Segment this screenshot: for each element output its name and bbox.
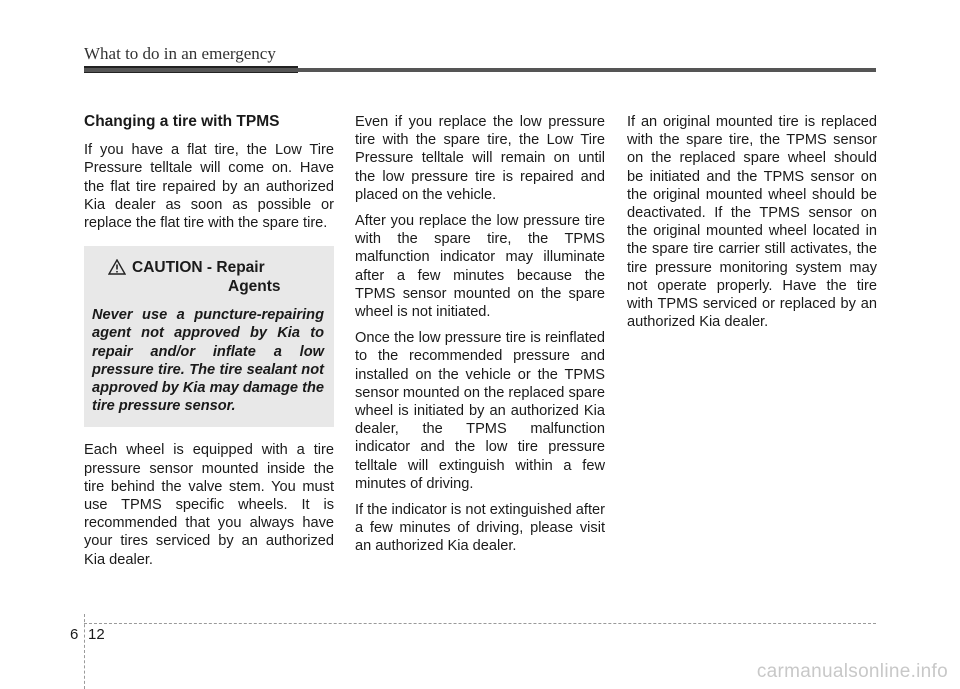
footer-divider bbox=[84, 614, 85, 689]
caution-body: Never use a puncture-repairing agent not approved by Kia to repair and/or inflate a low pressure tire. The tire sealant not approved by Kia may damage the tire pressure sensor. bbox=[92, 307, 324, 415]
paragraph-reinflated: Once the low pressure tire is reinflated to the recommended pressure and installed on the vehicle or the TPMS sensor mounted on the replaced spare wheel is initiated by an authorized Kia dealer, the TPMS malfunction indicator and the low tire pressure telltale will extinguish within a few minutes of driving. bbox=[355, 330, 605, 492]
section-title: Changing a tire with TPMS bbox=[84, 113, 280, 130]
column-3 bbox=[627, 113, 877, 339]
column-1 bbox=[84, 113, 334, 577]
paragraph-malfunction-indicator: After you replace the low pressure tire with the spare tire, the TPMS malfunction indicator may illuminate after a few minutes because the TPMS sensor mounted on the spare wheel is not initiated. bbox=[355, 213, 605, 321]
wheels-paragraph: Each wheel is equipped with a tire pressure sensor mounted inside the tire behind the valve stem. You must use TPMS specific wheels. It is recommended that you always have your tires serviced by an authorized Kia dealer. bbox=[84, 442, 334, 568]
caution-label-sub: Agents bbox=[228, 278, 281, 296]
paragraph-spare-telltale: Even if you replace the low pressure tire with the spare tire, the Low Tire Pressure telltale will remain on until the low pressure tire is repaired and placed on the vehicle. bbox=[355, 114, 605, 203]
warning-triangle-icon bbox=[108, 259, 126, 275]
header-title: What to do in an emergency bbox=[84, 44, 276, 63]
caution-heading bbox=[92, 258, 324, 296]
watermark: carmanualsonline.info bbox=[756, 661, 948, 682]
header-rule bbox=[84, 68, 876, 72]
paragraph-original-tire: If an original mounted tire is replaced with the spare tire, the TPMS sensor on the replaced spare wheel should be initiated and the TPMS sensor on the original mounted wheel should be deactivated. If the TPMS sensor on the original mounted wheel located in the spare tire carrier still activates, the tire pressure monitoring system may not operate properly. Have the tire with TPMS serviced or replaced by an authorized Kia dealer. bbox=[627, 114, 877, 331]
caution-box bbox=[84, 246, 334, 427]
intro-paragraph: If you have a flat tire, the Low Tire Pressure telltale will come on. Have the flat tire repaired by an authorized Kia dealer as soon as possible or replace the flat tire with the spare tire. bbox=[84, 142, 334, 232]
page-chapter: 6 bbox=[70, 626, 79, 643]
page-number: 12 bbox=[88, 626, 105, 643]
footer-rule bbox=[84, 623, 876, 624]
paragraph-not-extinguished: If the indicator is not extinguished after a few minutes of driving, please visit an authorized Kia dealer. bbox=[355, 502, 605, 555]
caution-label: CAUTION - Repair bbox=[132, 259, 265, 277]
column-2 bbox=[355, 113, 605, 564]
